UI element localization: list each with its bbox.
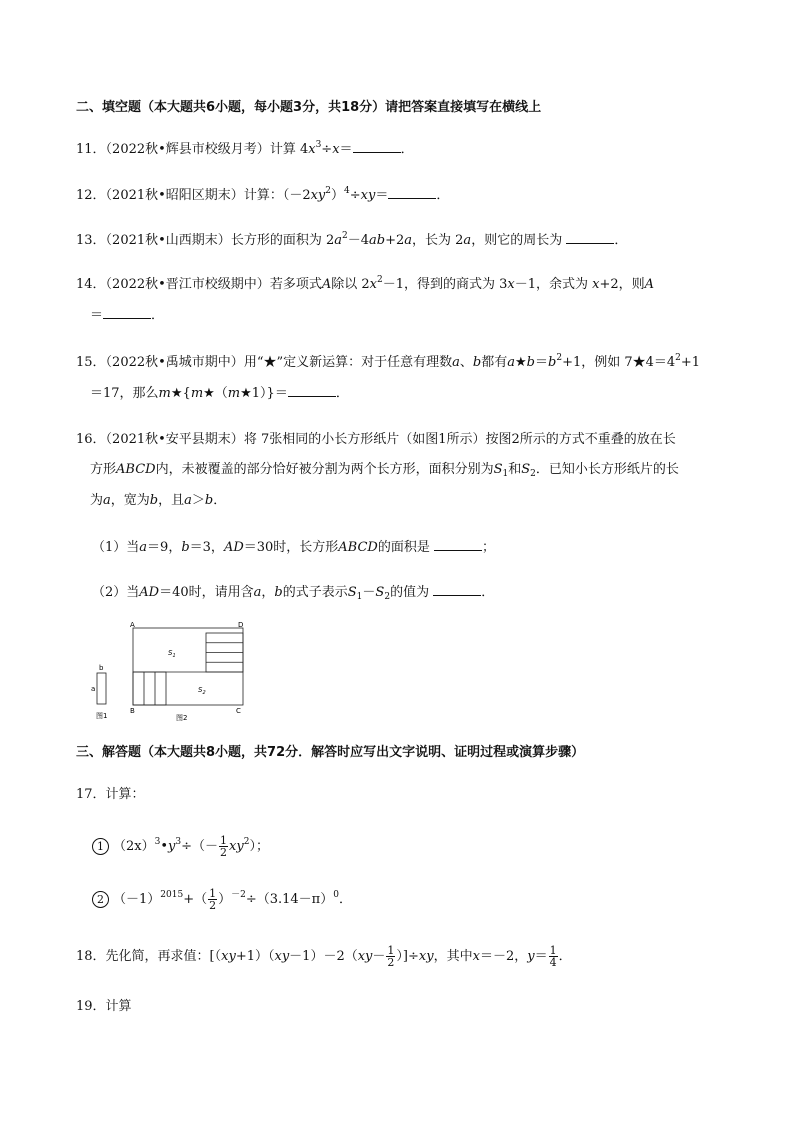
question-14-line-2: ＝ ． (90, 308, 165, 323)
question-17: 17．计算： (76, 787, 145, 802)
question-number: 15． (76, 355, 106, 370)
question-16-part-2: （2）当AD＝40时，请用含a，b的式子表示$S_1-S_2$的值为 ． (92, 585, 495, 602)
corner-d: D (238, 621, 244, 629)
corner-a: A (130, 621, 135, 629)
question-number: 11． (76, 142, 106, 157)
question-13: 13．（2021秋•山西期末）长方形的面积为 $2a^2-4ab+2a$，长为 2a，则它的周长为 ． (76, 231, 628, 248)
corner-c: C (236, 707, 241, 715)
question-15-line-2: ＝17，那么m★{m★（m★1）}＝ ． (90, 386, 349, 401)
answer-blank[interactable] (103, 306, 151, 319)
answer-blank[interactable] (353, 140, 401, 153)
question-number: 18． (76, 949, 106, 964)
question-14-line-1: 14．（2022秋•晋江市校级期中）若多项式A除以 $2x^2-1$，得到的商式为 3x－1，余式为 x+2，则A (76, 275, 655, 292)
question-12: 12．（2021秋•昭阳区期末）计算：$(-2xy^2)^4\div xy=$ ． (76, 186, 450, 203)
question-number: 16． (76, 432, 106, 447)
question-17-part-1: 1 $(2x)^3•y^3\div(-$ $\frac{1}{2}$ $xy^2$）； (92, 834, 269, 860)
label-s2: $S_2$ (198, 686, 206, 696)
label-b: b (99, 664, 104, 672)
question-16-part-1: （1）当a＝9，b＝3，AD＝30时，长方形ABCD的面积是 ； (92, 540, 496, 555)
upright-pieces (133, 672, 166, 705)
small-rectangle (97, 673, 106, 704)
question-source: （2021秋•安平县期末） (105, 432, 244, 447)
section-2-heading: 二、填空题（本大题共6小题，每小题3分，共18分）请把答案直接填写在横线上 (76, 100, 542, 115)
fig-2-caption: 图2 (176, 714, 188, 722)
fraction: $\frac{1}{2}$ (220, 834, 228, 859)
corner-b: B (130, 707, 135, 715)
label-s1: $S_1$ (168, 649, 176, 659)
answer-blank[interactable] (388, 186, 436, 199)
answer-blank[interactable] (288, 384, 336, 397)
fraction: $\frac{1}{4}$ (549, 944, 557, 969)
rectangle-figure (86, 620, 256, 726)
question-source: （2022秋•晋江市校级期中） (105, 277, 270, 292)
answer-blank[interactable] (434, 538, 482, 551)
section-3-heading: 三、解答题（本大题共8小题，共72分．解答时应写出文字说明、证明过程或演算步骤） (76, 745, 585, 760)
question-number: 13． (76, 233, 106, 248)
fraction: $\frac{1}{2}$ (209, 887, 217, 912)
question-number: 17． (76, 787, 106, 802)
question-11: 11．（2022秋•辉县市校级月考）计算 $4x^3\div x=$ ． (76, 140, 414, 157)
rectangle-abcd (133, 628, 243, 705)
question-source: （2021秋•昭阳区期末） (105, 188, 244, 203)
question-16-line-1: 16．（2021秋•安平县期末）将 7张相同的小长方形纸片（如图1所示）按图2所示的方式不重叠的放在长 (76, 432, 676, 447)
answer-blank[interactable] (566, 231, 614, 244)
question-19: 19．计算 (76, 999, 132, 1014)
question-number: 12． (76, 188, 106, 203)
question-16-line-2: 方形ABCD内，未被覆盖的部分恰好被分割为两个长方形，面积分别为$S_1$和$S_2$．已知小长方形纸片的长 (90, 462, 679, 479)
question-15-line-1: 15．（2022秋•禹城市期中）用“★”定义新运算：对于任意有理数a、b都有$a★b=b^2+1$，例如 $7★4=4^2+1$ (76, 353, 701, 370)
question-number: 14． (76, 277, 106, 292)
question-18: 18．先化简，再求值：[（xy+1）（xy－1）－2（xy－ $\frac{1}{2}$ ）]÷xy，其中x＝－2，y＝ $\frac{1}{4}$ ． (76, 944, 572, 969)
answer-blank[interactable] (433, 583, 481, 596)
question-17-part-2: 2 $(-1)^{2015}+$（ $\frac{1}{2}$ ）$^{-2}\div(3.14-\pi)^0$． (92, 887, 352, 913)
question-number: 19． (76, 999, 106, 1014)
fig-1-caption: 图1 (96, 712, 108, 720)
question-source: （2022秋•禹城市期中） (105, 355, 244, 370)
question-source: （2022秋•辉县市校级月考） (105, 142, 270, 157)
circled-number: 2 (92, 891, 109, 908)
label-a: a (91, 685, 96, 693)
question-16-line-3: 为a，宽为b，且a＞b． (90, 493, 227, 508)
fraction: $\frac{1}{2}$ (387, 944, 395, 969)
question-source: （2021秋•山西期末） (105, 233, 231, 248)
circled-number: 1 (92, 838, 109, 855)
